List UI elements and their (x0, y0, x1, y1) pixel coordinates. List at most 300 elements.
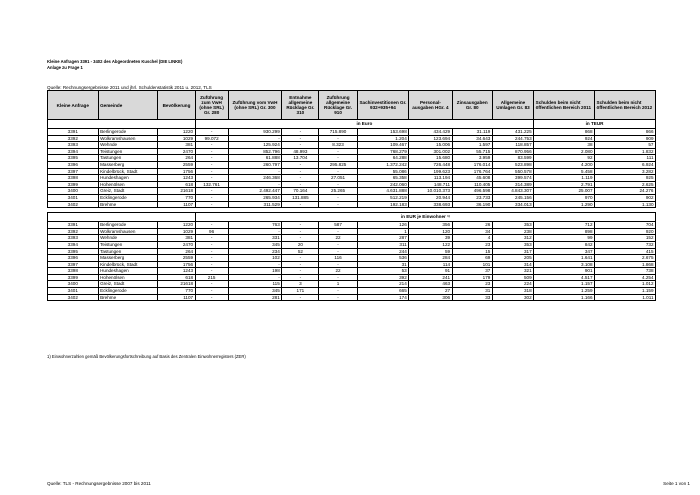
per-capita-cell: - (195, 222, 228, 229)
euro-cell: 1107 (158, 201, 195, 208)
euro-cell: 132.761 (195, 181, 228, 188)
table-row (48, 142, 656, 149)
table-row (48, 148, 656, 155)
per-capita-cell: 763 (228, 222, 282, 229)
table-row (48, 161, 656, 168)
col-zufuehrung-zum-vwh: Zuführung zum VwH (ohne SRL) Gr. 280 (195, 91, 228, 120)
per-capita-cell: 345 (228, 241, 282, 248)
euro-cell: 111 (595, 155, 656, 162)
per-capita-cell: 3401 (48, 288, 99, 295)
euro-cell: 726.448 (409, 161, 452, 168)
per-capita-cell: 3391 (48, 222, 99, 229)
per-capita-cell: 3402 (48, 294, 99, 301)
euro-cell: 4.200 (534, 161, 595, 168)
per-capita-cell: 171 (282, 288, 319, 295)
euro-cell: 2559 (158, 161, 195, 168)
euro-cell: 15.006 (409, 142, 452, 149)
euro-cell: 870.956 (492, 148, 533, 155)
per-capita-cell: 20 (282, 241, 319, 248)
euro-cell: 431.225 (492, 129, 533, 136)
euro-cell: 24.276 (595, 188, 656, 195)
per-capita-cell: - (195, 255, 228, 262)
per-capita-cell: Hundeshagen (98, 268, 158, 275)
per-capita-cell: Hohenölsen (98, 274, 158, 281)
per-capita-cell: - (282, 222, 319, 229)
euro-cell: 496.598 (452, 188, 492, 195)
euro-cell: - (228, 181, 282, 188)
col-sachinvestitionen: Sachinvestitionen Gr. 932+935+94 (357, 91, 409, 120)
per-capita-cell: 59 (409, 248, 452, 255)
euro-cell: 1.832 (595, 148, 656, 155)
per-capita-cell: - (319, 288, 357, 295)
table-row (48, 235, 656, 242)
euro-cell: 301.002 (409, 148, 452, 155)
per-capita-cell: - (228, 228, 282, 235)
table-row (48, 175, 656, 182)
euro-cell: 118.857 (492, 142, 533, 149)
euro-cell: - (282, 142, 319, 149)
euro-cell: 1220 (158, 129, 195, 136)
euro-cell: 3396 (48, 161, 99, 168)
euro-cell: 550.578 (492, 168, 533, 175)
per-capita-cell: 3393 (48, 235, 99, 242)
per-capita-cell: - (282, 294, 319, 301)
euro-cell: Hundeshagen (98, 175, 158, 182)
per-capita-cell: 317 (492, 248, 533, 255)
euro-cell: 264 (158, 155, 195, 162)
euro-cell: 3393 (48, 142, 99, 149)
euro-cell: 92 (534, 155, 595, 162)
col-personalausgaben: Personal-ausgaben HGr. 4 (409, 91, 452, 120)
per-capita-cell: 1756 (158, 261, 195, 268)
per-capita-cell: 152 (595, 235, 656, 242)
euro-cell: 3391 (48, 129, 99, 136)
euro-cell: - (282, 129, 319, 136)
euro-cell: 909 (595, 135, 656, 142)
per-capita-cell: 198 (228, 268, 282, 275)
per-capita-cell: 536 (357, 255, 409, 262)
per-capita-cell: 4 (452, 235, 492, 242)
per-capita-cell: 321 (492, 268, 533, 275)
table-row (48, 294, 656, 301)
per-capita-cell: Ecklingerode (98, 288, 158, 295)
euro-cell: 338.693 (409, 201, 452, 208)
table-row (48, 155, 656, 162)
euro-cell: 55.715 (452, 148, 492, 155)
per-capita-cell: 347 (534, 248, 595, 255)
per-capita-cell: 4.517 (534, 274, 595, 281)
euro-cell: 260.797 (228, 161, 282, 168)
euro-cell: - (282, 201, 319, 208)
euro-cell: Brehme (98, 201, 158, 208)
per-capita-cell: 96 (195, 228, 228, 235)
euro-cell: 99.072 (195, 135, 228, 142)
per-capita-cell: Masserberg (98, 255, 158, 262)
euro-cell: 399.574 (492, 175, 533, 182)
euro-cell: 311.529 (228, 201, 282, 208)
per-capita-cell: - (282, 235, 319, 242)
euro-cell: 1029 (158, 135, 195, 142)
per-capita-cell: Teistungen (98, 241, 158, 248)
euro-cell: 23.733 (452, 194, 492, 201)
euro-cell: 13.704 (282, 155, 319, 162)
euro-cell: - (195, 194, 228, 201)
euro-cell: 1.119 (534, 175, 595, 182)
euro-cell: - (195, 129, 228, 136)
euro-cell: 61.888 (228, 155, 282, 162)
per-capita-cell: 704 (595, 222, 656, 229)
per-capita-cell: 224 (492, 281, 533, 288)
euro-cell: 434.429 (409, 129, 452, 136)
per-capita-cell: Greiz, Stadt (98, 281, 158, 288)
per-capita-cell: 52 (282, 248, 319, 255)
euro-cell: 109.467 (357, 142, 409, 149)
euro-cell: - (282, 168, 319, 175)
col-kleine-anfrage: Kleine Anfrage (48, 91, 99, 120)
per-capita-cell: 23 (452, 281, 492, 288)
per-capita-cell: 392 (357, 274, 409, 281)
euro-cell: - (228, 135, 282, 142)
unit-label-per-capita (195, 213, 655, 222)
per-capita-cell: - (195, 261, 228, 268)
per-capita-cell: 901 (534, 268, 595, 275)
euro-cell: Wehnde (98, 142, 158, 149)
euro-cell: Hohenölsen (98, 181, 158, 188)
per-capita-cell: 102 (228, 255, 282, 262)
per-capita-cell: 1.157 (534, 281, 595, 288)
euro-cell: 176.764 (452, 168, 492, 175)
per-capita-cell: 2559 (158, 255, 195, 262)
per-capita-cell: 126 (357, 222, 409, 229)
per-capita-cell: 3 (282, 281, 319, 288)
euro-cell: - (319, 201, 357, 208)
per-capita-cell: 898 (534, 228, 595, 235)
per-capita-cell: 3398 (48, 268, 99, 275)
euro-cell: - (228, 168, 282, 175)
per-capita-cell: 345 (228, 288, 282, 295)
per-capita-cell: - (195, 235, 228, 242)
per-capita-cell: 1.012 (595, 281, 656, 288)
euro-cell: Ecklingerode (98, 194, 158, 201)
table-row (48, 268, 656, 275)
table-row (48, 241, 656, 248)
per-capita-cell: 1.166 (534, 294, 595, 301)
euro-cell: - (319, 148, 357, 155)
euro-cell: 65.358 (357, 175, 409, 182)
table-row (48, 129, 656, 136)
per-capita-cell: 115 (228, 281, 282, 288)
per-capita-cell: 356 (409, 222, 452, 229)
per-capita-cell: Tastungen (98, 248, 158, 255)
per-capita-cell: - (319, 248, 357, 255)
table-row (48, 135, 656, 142)
per-capita-cell: 318 (492, 288, 533, 295)
euro-cell: 3.282 (595, 168, 656, 175)
euro-cell: 148.711 (409, 181, 452, 188)
euro-cell: 48.993 (282, 148, 319, 155)
euro-cell: - (319, 168, 357, 175)
euro-cell: 3394 (48, 148, 99, 155)
per-capita-cell: 3400 (48, 281, 99, 288)
col-schulden-2011: Schulden beim nicht öffentlichen Bereich 2011 (534, 91, 595, 120)
per-capita-cell: 120 (409, 228, 452, 235)
table-row (48, 194, 656, 201)
per-capita-cell: 174 (357, 294, 409, 301)
per-capita-cell: 306 (409, 294, 452, 301)
per-capita-cell: 287 (357, 235, 409, 242)
per-capita-cell: 99 (534, 235, 595, 242)
euro-cell: - (195, 168, 228, 175)
euro-cell: - (282, 161, 319, 168)
euro-cell: 512.219 (357, 194, 409, 201)
euro-cell: 6.924 (595, 161, 656, 168)
euro-cell: Kindelbrück, Stadt (98, 168, 158, 175)
per-capita-cell: 3394 (48, 241, 99, 248)
per-capita-cell: 241 (409, 274, 452, 281)
euro-cell: Teistungen (98, 148, 158, 155)
euro-cell: 715.890 (319, 129, 357, 136)
euro-cell: 192.183 (357, 201, 409, 208)
euro-cell: 768.279 (357, 148, 409, 155)
euro-cell: 770 (158, 194, 195, 201)
per-capita-cell: 3396 (48, 255, 99, 262)
footnote-marker: 1) (447, 214, 450, 219)
euro-cell: 36.190 (452, 201, 492, 208)
per-capita-cell: 1243 (158, 268, 195, 275)
per-capita-cell: 2470 (158, 241, 195, 248)
per-capita-cell: 22 (319, 235, 357, 242)
per-capita-cell: - (282, 268, 319, 275)
source-line: Quelle: Rechnungsergebnisse 2011 und jhrl. Schuldenstatistik 2011 u. 2012, TLS (47, 85, 212, 90)
euro-cell: 970 (534, 194, 595, 201)
per-capita-cell: 37 (452, 268, 492, 275)
per-capita-cell: 311 (357, 241, 409, 248)
euro-cell: 868 (534, 129, 595, 136)
col-schulden-2012: Schulden beim nicht öffentlichen Bereich 2012 (595, 91, 656, 120)
per-capita-cell: 587 (319, 222, 357, 229)
per-capita-cell: 215 (195, 274, 228, 281)
col-gemeinde: Gemeinde (98, 91, 158, 120)
per-capita-cell: - (282, 274, 319, 281)
euro-cell: 45.608 (452, 175, 492, 182)
euro-cell: 10.010.373 (409, 188, 452, 195)
euro-cell: 1.372.242 (357, 161, 409, 168)
euro-cell: - (195, 155, 228, 162)
col-zufuehrung-ruecklage: Zuführung allgemeine Rücklage Gr. 910 (319, 91, 357, 120)
unit-label-per-capita-text: in EUR je Einwohner (400, 214, 446, 220)
euro-cell: Berlingerode (98, 129, 158, 136)
per-capita-cell: 3399 (48, 274, 99, 281)
euro-cell: 3402 (48, 201, 99, 208)
per-capita-cell: 712 (534, 222, 595, 229)
table-row (48, 255, 656, 262)
col-zinsausgaben: Zinsausgaben Gr. 80 (452, 91, 492, 120)
euro-cell: 1.130 (595, 201, 656, 208)
per-capita-cell: 31 (452, 288, 492, 295)
per-capita-cell: 415 (595, 248, 656, 255)
euro-cell: 245.156 (492, 194, 533, 201)
euro-cell: 244.753 (492, 135, 533, 142)
per-capita-cell: 1029 (158, 228, 195, 235)
per-capita-cell: 214 (357, 281, 409, 288)
per-capita-cell: 116 (319, 255, 357, 262)
euro-cell: - (195, 188, 228, 195)
euro-cell: - (282, 135, 319, 142)
per-capita-cell: 665 (357, 288, 409, 295)
euro-cell: 25.265 (319, 188, 357, 195)
per-capita-cell: 353 (492, 241, 533, 248)
per-capita-cell: 1.868 (595, 261, 656, 268)
per-capita-cell: 69 (452, 255, 492, 262)
per-capita-cell: - (195, 281, 228, 288)
euro-cell: 4.843.307 (492, 188, 533, 195)
euro-cell: 8.323 (319, 142, 357, 149)
per-capita-cell: 21618 (158, 281, 195, 288)
euro-cell: 21618 (158, 188, 195, 195)
per-capita-cell: 3395 (48, 248, 99, 255)
per-capita-cell: 3397 (48, 261, 99, 268)
euro-cell: 5.458 (534, 168, 595, 175)
per-capita-cell: Berlingerode (98, 222, 158, 229)
euro-cell: 1756 (158, 168, 195, 175)
euro-cell: 314.389 (492, 181, 533, 188)
euro-cell: 110.405 (452, 181, 492, 188)
per-capita-cell: - (319, 274, 357, 281)
euro-cell: 3399 (48, 181, 99, 188)
euro-cell: 381 (158, 142, 195, 149)
per-capita-cell: - (282, 228, 319, 235)
table-row (48, 168, 656, 175)
euro-cell: Wolkramshausen (98, 135, 158, 142)
table-row (48, 288, 656, 295)
table-row (48, 274, 656, 281)
euro-cell: Tastungen (98, 155, 158, 162)
per-capita-cell: - (282, 255, 319, 262)
euro-cell: 57 (595, 142, 656, 149)
per-capita-cell: 314 (492, 261, 533, 268)
per-capita-cell: 179 (452, 274, 492, 281)
euro-cell: - (195, 201, 228, 208)
euro-cell: 265.934 (228, 194, 282, 201)
per-capita-cell: 842 (534, 241, 595, 248)
per-capita-cell: 101 (452, 261, 492, 268)
unit-row-per-capita (48, 213, 656, 222)
euro-cell: 523.898 (492, 161, 533, 168)
per-capita-cell: 312 (492, 235, 533, 242)
per-capita-cell: 2.675 (595, 255, 656, 262)
per-capita-cell: 1 (357, 228, 409, 235)
euro-cell: 113.194 (409, 175, 452, 182)
per-capita-cell: 302 (492, 294, 533, 301)
per-capita-cell: 281 (228, 294, 282, 301)
per-capita-cell: 732 (595, 241, 656, 248)
per-capita-cell: 3392 (48, 228, 99, 235)
per-capita-cell: 509 (492, 274, 533, 281)
euro-cell: 930.299 (228, 129, 282, 136)
euro-cell: 3395 (48, 155, 99, 162)
per-capita-cell: 34 (452, 228, 492, 235)
per-capita-cell: 114 (409, 261, 452, 268)
per-capita-cell: 463 (409, 281, 452, 288)
per-capita-cell: 22 (319, 268, 357, 275)
per-capita-cell: - (195, 294, 228, 301)
euro-cell: 924 (534, 135, 595, 142)
unit-label-teur: in TEUR (534, 120, 656, 129)
per-capita-cell: 920 (595, 228, 656, 235)
per-capita-cell: 738 (595, 268, 656, 275)
euro-cell: 1.290 (534, 201, 595, 208)
euro-cell: 2470 (158, 148, 195, 155)
euro-cell: 31.119 (452, 129, 492, 136)
per-capita-cell: 122 (409, 241, 452, 248)
per-capita-cell: 1.011 (595, 294, 656, 301)
per-capita-cell: Kindelbrück, Stadt (98, 261, 158, 268)
euro-cell: 2.791 (534, 181, 595, 188)
header-row (48, 91, 656, 120)
euro-cell: 3.959 (452, 155, 492, 162)
euro-cell: 1.597 (452, 142, 492, 149)
per-capita-cell: 23 (452, 241, 492, 248)
euro-cell: - (319, 194, 357, 201)
euro-cell: - (319, 135, 357, 142)
per-capita-cell: 33 (452, 294, 492, 301)
per-capita-cell: - (195, 268, 228, 275)
per-capita-cell: 234 (228, 248, 282, 255)
per-capita-cell: Wehnde (98, 235, 158, 242)
per-capita-cell: 1107 (158, 294, 195, 301)
euro-cell: 125.924 (228, 142, 282, 149)
euro-cell: 242.060 (357, 181, 409, 188)
euro-cell: 38 (534, 142, 595, 149)
per-capita-cell: - (195, 241, 228, 248)
table-row (48, 248, 656, 255)
euro-cell: 131.885 (282, 194, 319, 201)
footnote: 1) Einwohnerzahlen gemäß Bevölkerungsfortschreibung auf Basis des Zentralen Einwohnerregisters (ZER) (47, 354, 246, 359)
euro-cell: 123.694 (409, 135, 452, 142)
euro-cell: 1243 (158, 175, 195, 182)
per-capita-cell: 618 (158, 274, 195, 281)
per-capita-cell: 1.259 (534, 288, 595, 295)
euro-cell: 27.051 (319, 175, 357, 182)
euro-cell: - (195, 175, 228, 182)
euro-cell: 1.204 (357, 135, 409, 142)
euro-cell: 199.623 (409, 168, 452, 175)
euro-cell: Greiz, Stadt (98, 188, 158, 195)
euro-cell: - (195, 142, 228, 149)
per-capita-cell: 31 (357, 261, 409, 268)
per-capita-cell: 4.254 (595, 274, 656, 281)
table-row (48, 281, 656, 288)
finance-table (47, 90, 656, 301)
euro-cell: 618 (158, 181, 195, 188)
per-capita-cell: 3.108 (534, 261, 595, 268)
per-capita-cell: 264 (158, 248, 195, 255)
col-entnahme-ruecklage: Entnahme allgemeine Rücklage Gr. 310 (282, 91, 319, 120)
table-row (48, 181, 656, 188)
per-capita-cell: 381 (158, 235, 195, 242)
euro-cell: 20.944 (409, 194, 452, 201)
per-capita-cell: 238 (492, 228, 533, 235)
euro-cell: - (319, 181, 357, 188)
euro-cell: 70.164 (282, 188, 319, 195)
per-capita-cell: 244 (357, 248, 409, 255)
per-capita-cell: 39 (409, 235, 452, 242)
euro-cell: 34.643 (452, 135, 492, 142)
per-capita-cell: 284 (409, 255, 452, 262)
per-capita-cell: 1.641 (534, 255, 595, 262)
euro-cell: - (282, 181, 319, 188)
table-row (48, 188, 656, 195)
